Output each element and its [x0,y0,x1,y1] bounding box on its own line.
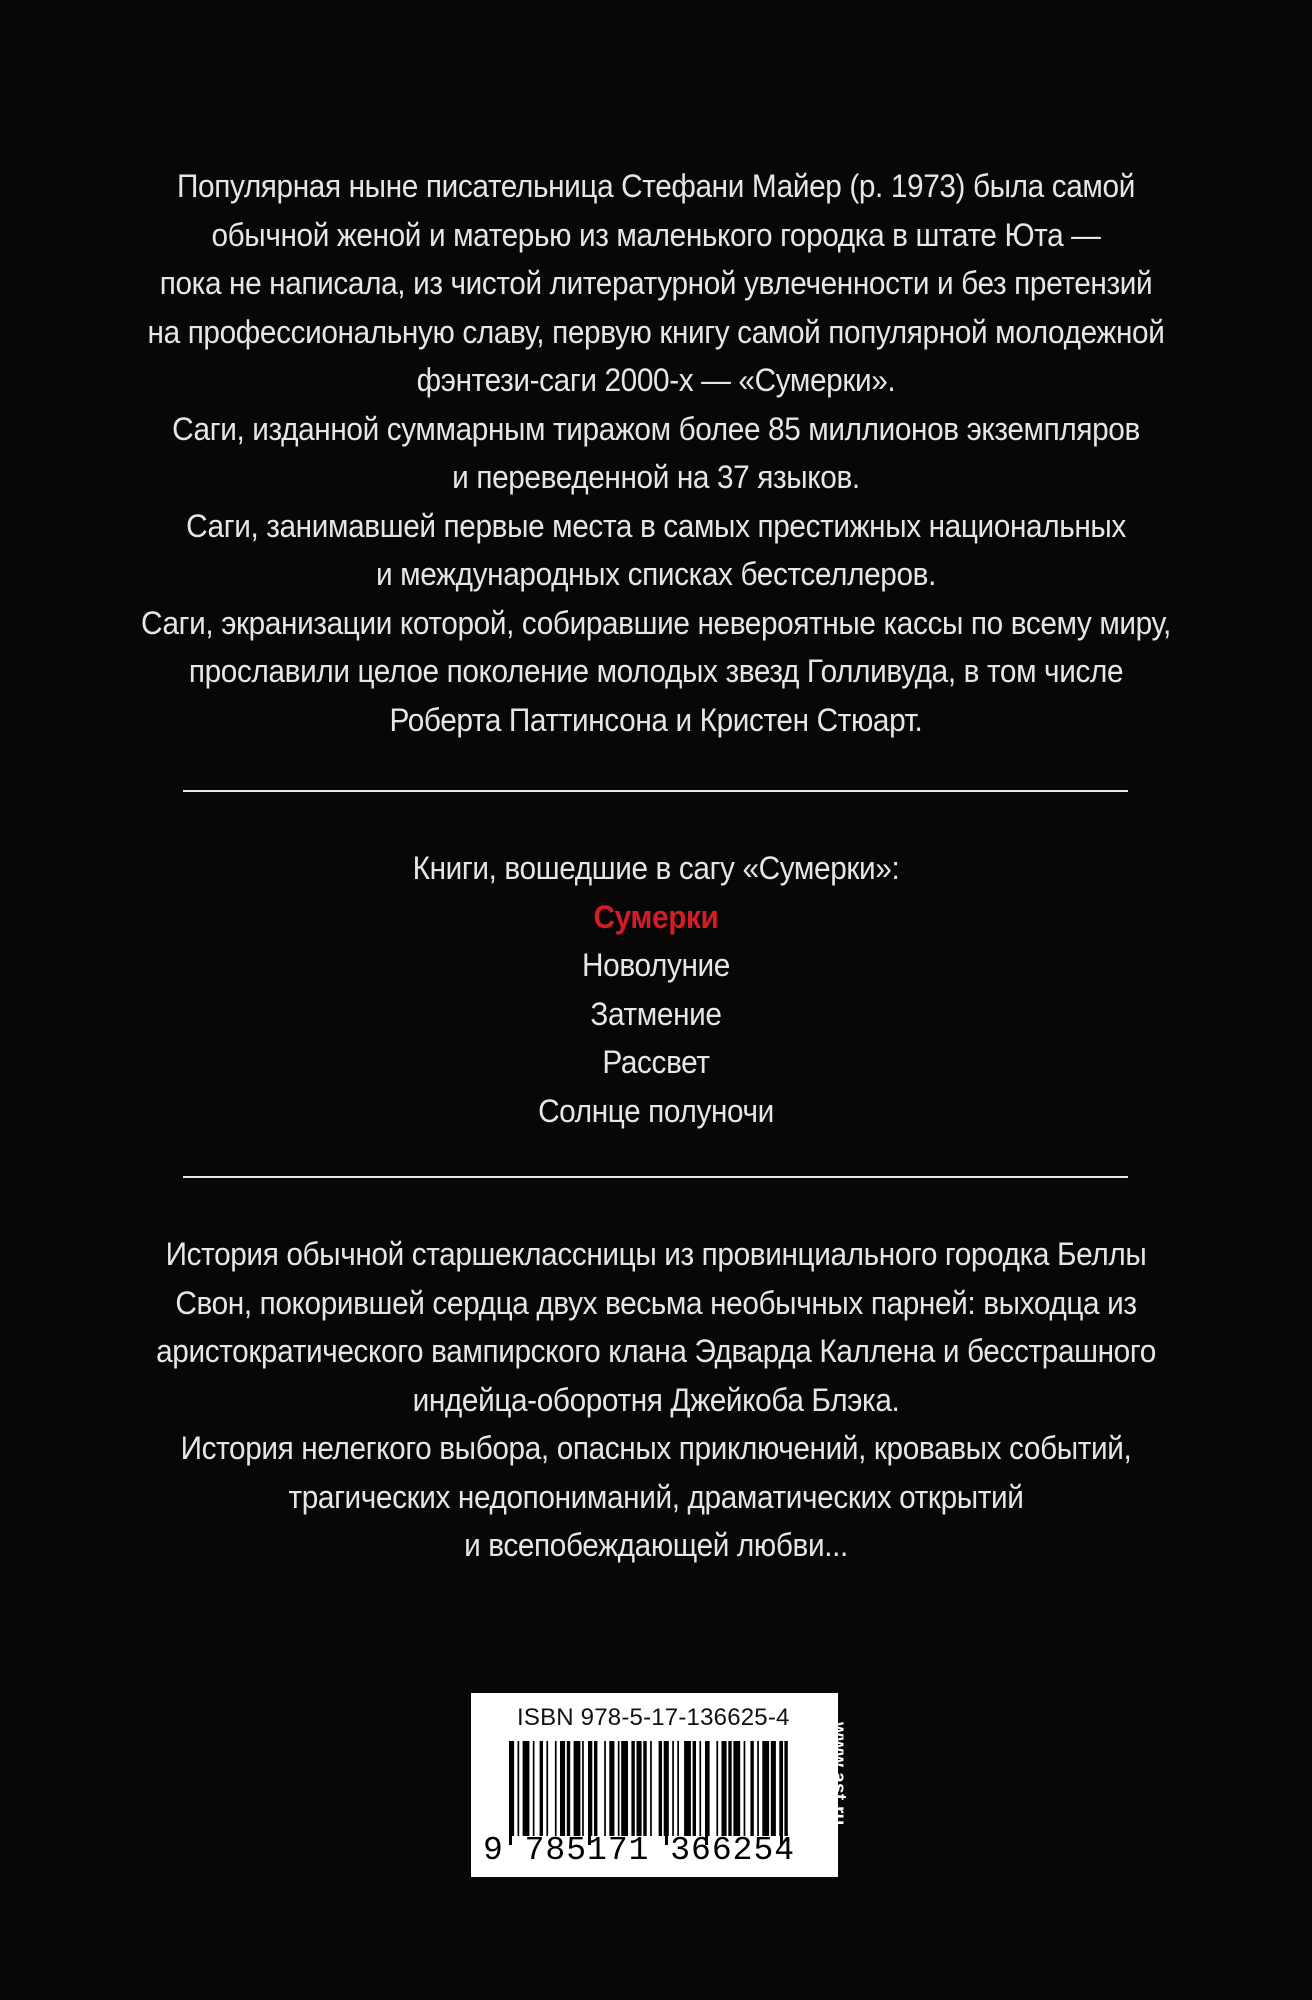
barcode-bar [722,1741,727,1836]
book-title-current: Сумерки [593,898,719,935]
barcode-bar [728,1741,731,1836]
book-title: Затмение [590,995,722,1032]
story-line: Свон, покорившей сердца двух весьма необычных парней: выходца из [175,1284,1137,1321]
barcode-bar [750,1741,753,1836]
barcode-bar [684,1741,691,1836]
barcode-guard-bar [705,1741,708,1845]
intro-line: обычной женой и матерью из маленького городка в штате Юта — [211,216,1101,253]
barcode-bar [621,1741,628,1836]
story-line: и всепобеждающей любви... [464,1527,848,1563]
barcode-guard-bar [780,1741,783,1845]
publisher-website: www.ast.ru [828,1722,849,1826]
barcode-bar [631,1741,634,1836]
story-description [130,1230,1183,1570]
isbn-barcode [471,1693,838,1877]
book-title: Новолуние [582,947,730,983]
barcode-bar [677,1741,679,1836]
story-line: аристократического вампирского клана Эдварда Каллена и бесстрашного [156,1333,1156,1369]
barcode-guard-bar [588,1741,591,1845]
story-line: трагических недопониманий, драматических открытий [288,1478,1024,1515]
story-line: История обычной старшеклассницы из провинциального городка Беллы [165,1236,1147,1272]
barcode-bar [609,1741,614,1836]
barcode-bar [699,1741,701,1836]
isbn-label: ISBN 978-5-17-136625-4 [517,1704,790,1731]
barcode-bar [518,1741,520,1836]
barcode-bar [618,1741,620,1836]
intro-line: пока не написала, из чистой литературной увлеченности и без претензий [159,265,1153,301]
barcode-guard-bar [665,1741,668,1845]
book-title: Солнце полуночи [538,1092,774,1129]
intro-line: Популярная ныне писательница Стефани Майер (р. 1973) была самой [177,168,1135,204]
barcode-bar [762,1741,769,1836]
barcode-bar [533,1741,535,1836]
barcode-bar [567,1741,570,1836]
barcode-bar [771,1741,776,1836]
intro-line: Саги, экранизации которой, собиравшие невероятные кассы по всему миру, [141,604,1171,641]
barcode-bar [604,1741,606,1836]
intro-line: Роберта Паттинсона и Кристен Стюарт. [389,701,923,738]
barcode-bar [546,1741,548,1836]
barcode-bar [784,1741,787,1836]
books-heading: Книги, вошедшие в сагу «Сумерки»: [412,850,900,886]
barcode-bar [716,1741,718,1836]
intro-line: прославили целое поколение молодых звезд Голливуда, в том числе [188,653,1124,689]
intro-line: и переведенной на 37 языков. [452,459,860,495]
section-divider [183,790,1128,792]
intro-line: Саги, занимавшей первые места в самых престижных национальных [186,507,1126,544]
barcode-number: 9 785171 366254 [483,1832,796,1869]
intro-line: на профессиональную славу, первую книгу самой популярной молодежной [147,313,1165,350]
section-divider [183,1176,1128,1178]
barcode-bar [540,1741,543,1836]
barcode-bar [643,1741,646,1836]
author-introduction [130,162,1183,744]
barcode-bar [659,1741,662,1836]
barcode-bar [582,1741,584,1836]
barcode-bar [637,1741,642,1836]
barcode-bar [672,1741,674,1836]
intro-line: и международных списках бестселлеров. [376,556,936,592]
barcode-bar [693,1741,696,1836]
intro-line: Саги, изданной суммарным тиражом более 85 миллионов экземпляров [172,410,1140,447]
barcode-bar [744,1741,746,1836]
barcode-bar [594,1741,597,1836]
barcode-bar [555,1741,557,1836]
story-line: История нелегкого выбора, опасных приключений, кровавых событий, [180,1430,1132,1466]
barcode-guard-bar [509,1741,512,1845]
barcode-bar [560,1741,565,1836]
barcode-bar [757,1741,759,1836]
book-title: Рассвет [602,1044,710,1080]
barcode-bar [574,1741,581,1836]
intro-line: фэнтези-саги 2000-х — «Сумерки». [416,362,896,398]
saga-books-list [130,844,1183,1135]
barcode-bar [733,1741,740,1836]
barcode-bar [650,1741,652,1836]
story-line: индейца-оборотня Джейкоба Блэка. [412,1381,900,1418]
barcode-bar [523,1741,530,1836]
